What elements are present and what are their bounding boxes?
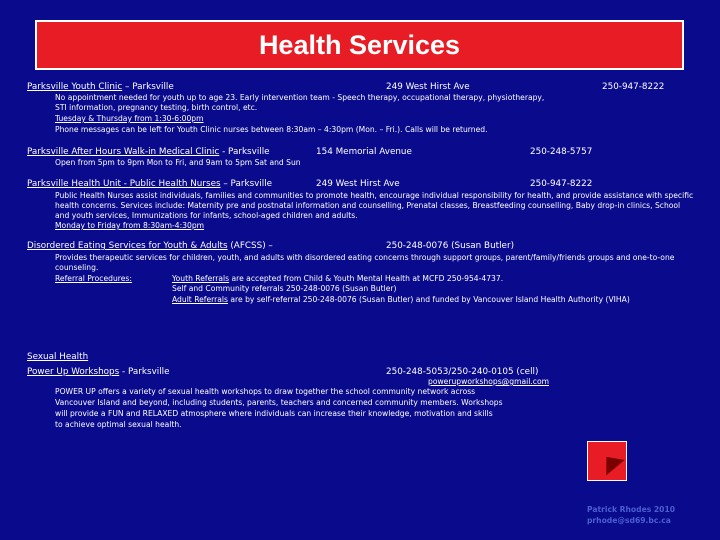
after-hours-heading <box>27 147 270 158</box>
youth-clinic-location: – Parksville <box>122 82 174 92</box>
youth-clinic-hours: Tuesday & Thursday from 1:30-6:00pm <box>55 114 204 123</box>
power-up-heading <box>27 367 170 378</box>
eating-phone: 250-248-0076 (Susan Butler) <box>386 241 515 251</box>
after-hours-address: 154 Memorial Avenue <box>316 147 412 157</box>
next-slide-button[interactable] <box>587 441 627 481</box>
health-unit-desc: Public Health Nurses assist individuals, families and communities to promote health, encourage individual responsibility for health, and provide assistance with specific health concerns. Services include: Maternity pre and postnatal information and counselling, Prenatal classes, Breastfeeding counselling, Baby drop-in clinics, School and youth services, Immunizations for infants, school-aged children and adults. <box>55 191 694 220</box>
page-title: Health Services <box>258 29 461 60</box>
power-up-email[interactable]: powerupworkshops@gmail.com <box>428 377 549 386</box>
youth-clinic-link[interactable]: Parksville Youth Clinic <box>27 82 123 92</box>
youth-referrals-link[interactable]: Youth Referrals <box>172 274 230 283</box>
power-up-phone: 250-248-5053/250-240-0105 (cell) <box>386 367 539 377</box>
eating-ref-adult <box>172 295 630 305</box>
youth-clinic-messages: Phone messages can be left for Youth Clinic nurses between 8:30am – 4:30pm (Mon. – Fri.). Calls will be returned. <box>55 125 488 134</box>
after-hours-link[interactable]: Parksville After Hours Walk-in Medical Clinic <box>27 147 220 157</box>
health-unit-heading <box>27 179 272 190</box>
author-credit: Patrick Rhodes 2010 <box>587 505 676 514</box>
health-unit-hours: Monday to Friday from 8:30am-4:30pm <box>55 221 205 230</box>
power-up-line-3: will provide a FUN and RELAXED atmosphere where individuals can increase their knowledge, motivation and skills <box>55 409 493 418</box>
eating-ref-self: Self and Community referrals 250-248-0076 (Susan Butler) <box>172 284 397 293</box>
eating-heading <box>27 241 273 252</box>
health-unit-location: – Parksville <box>220 179 273 189</box>
power-up-line-2: Vancouver Island and beyond, including students, parents, teachers and concerned community members. Workshops <box>55 398 503 407</box>
adult-referrals-link[interactable]: Adult Referrals <box>172 295 228 304</box>
eating-referral-label: Referral Procedures: <box>55 274 132 283</box>
eating-link[interactable]: Disordered Eating Services for Youth & Adults <box>27 241 228 251</box>
youth-clinic-desc-2: STI information, pregnancy testing, birth control, etc. <box>55 103 258 112</box>
youth-referrals-text: are accepted from Child & Youth Mental Health at MCFD 250-954-4737. <box>229 274 504 283</box>
power-up-line-1: POWER UP offers a variety of sexual health workshops to draw together the school community network across <box>55 387 476 396</box>
sexual-health-heading: Sexual Health <box>27 352 89 362</box>
power-up-location: - Parksville <box>119 367 170 377</box>
eating-desc: Provides therapeutic services for children, youth, and adults with disordered eating concerns through support groups, parent/family/friends groups and one-to-one counseling. <box>55 253 675 272</box>
eating-abbr: (AFCSS) – <box>227 241 273 251</box>
author-email: prhode@sd69.bc.ca <box>587 516 671 525</box>
youth-clinic-address: 249 West Hirst Ave <box>386 82 470 92</box>
next-slide-arrow-icon <box>593 445 624 476</box>
adult-referrals-text: are by self-referral 250-248-0076 (Susan Butler) and funded by Vancouver Island Health Authority (VIHA) <box>227 295 630 304</box>
youth-clinic-heading <box>27 82 174 93</box>
power-up-link[interactable]: Power Up Workshops <box>27 367 120 377</box>
youth-clinic-phone: 250-947-8222 <box>602 82 665 92</box>
health-unit-address: 249 West Hirst Ave <box>316 179 400 189</box>
health-unit-link[interactable]: Parksville Health Unit - Public Health Nurses <box>27 179 221 189</box>
after-hours-phone: 250-248-5757 <box>530 147 593 157</box>
eating-ref-youth <box>172 274 503 284</box>
after-hours-location: - Parksville <box>219 147 270 157</box>
after-hours-hours: Open from 5pm to 9pm Mon to Fri, and 9am to 5pm Sat and Sun <box>55 158 301 167</box>
power-up-line-4: to achieve optimal sexual health. <box>55 420 182 429</box>
youth-clinic-desc-1: No appointment needed for youth up to age 23. Early intervention team - Speech therapy, occupational therapy, physiotherapy, <box>55 93 545 102</box>
health-unit-phone: 250-947-8222 <box>530 179 593 189</box>
title-banner <box>35 20 684 70</box>
